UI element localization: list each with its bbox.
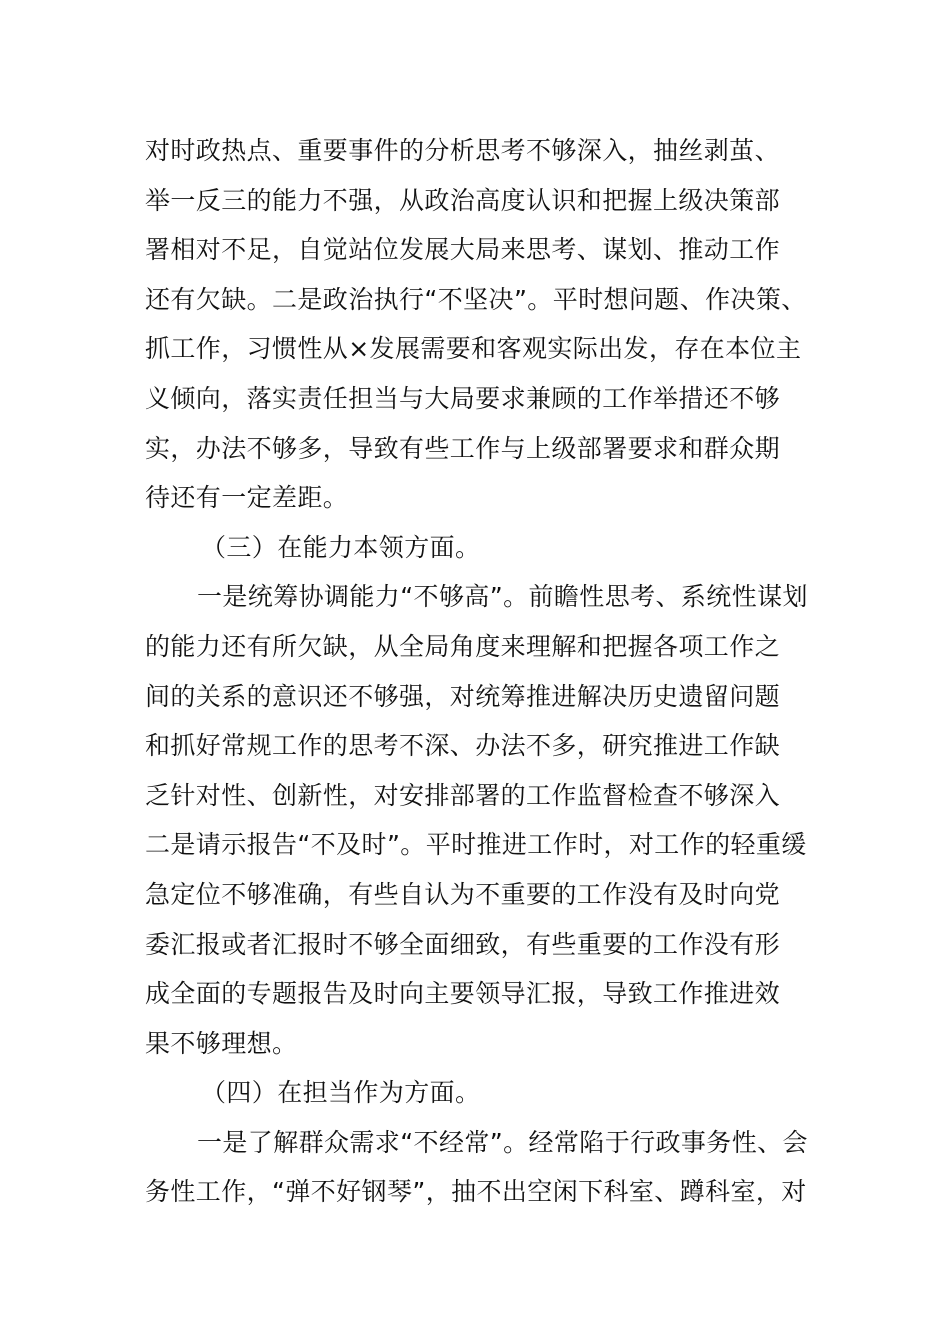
body-line: 义倾向，落实责任担当与大局要求兼顾的工作举措还不够	[145, 383, 781, 413]
body-line: 对时政热点、重要事件的分析思考不够深入，抽丝剥茧、	[145, 136, 781, 165]
body-line: 乏针对性、创新性，对安排部署的工作监督检查不够深入	[145, 780, 781, 810]
body-line: 一是了解群众需求“不经常”。经常陷于行政事务性、会	[197, 1127, 808, 1157]
body-line: 实，办法不够多，导致有些工作与上级部署要求和群众期	[145, 433, 781, 463]
body-line: 成全面的专题报告及时向主要领导汇报，导致工作推进效	[145, 979, 781, 1009]
body-line: 一是统筹协调能力“不够高”。前瞻性思考、系统性谋划	[197, 582, 808, 612]
body-line: 委汇报或者汇报时不够全面细致，有些重要的工作没有形	[145, 929, 781, 959]
body-line: 间的关系的意识还不够强，对统筹推进解决历史遗留问题	[145, 681, 781, 711]
body-line: 果不够理想。	[145, 1028, 298, 1058]
body-line: 待还有一定差距。	[145, 483, 349, 513]
section-heading-3: （三）在能力本领方面。	[201, 532, 481, 562]
section-heading-4: （四）在担当作为方面。	[201, 1078, 481, 1108]
body-line: 和抓好常规工作的思考不深、办法不多，研究推进工作缺	[145, 731, 781, 761]
body-line: 还有欠缺。二是政治执行“不坚决”。平时想问题、作决策、	[145, 284, 807, 314]
body-line: 署相对不足，自觉站位发展大局来思考、谋划、推动工作	[145, 235, 781, 265]
body-line: 急定位不够准确，有些自认为不重要的工作没有及时向党	[145, 879, 781, 909]
body-line: 二是请示报告“不及时”。平时推进工作时，对工作的轻重缓	[145, 830, 807, 860]
body-line: 举一反三的能力不强，从政治高度认识和把握上级决策部	[145, 185, 781, 215]
body-line: 务性工作，“弹不好钢琴”，抽不出空闲下科室、蹲科室，对	[145, 1177, 807, 1207]
body-line: 抓工作，习惯性从×发展需要和客观实际出发，存在本位主	[145, 334, 802, 364]
body-line: 的能力还有所欠缺，从全局角度来理解和把握各项工作之	[145, 631, 781, 661]
document-body	[145, 126, 807, 1217]
